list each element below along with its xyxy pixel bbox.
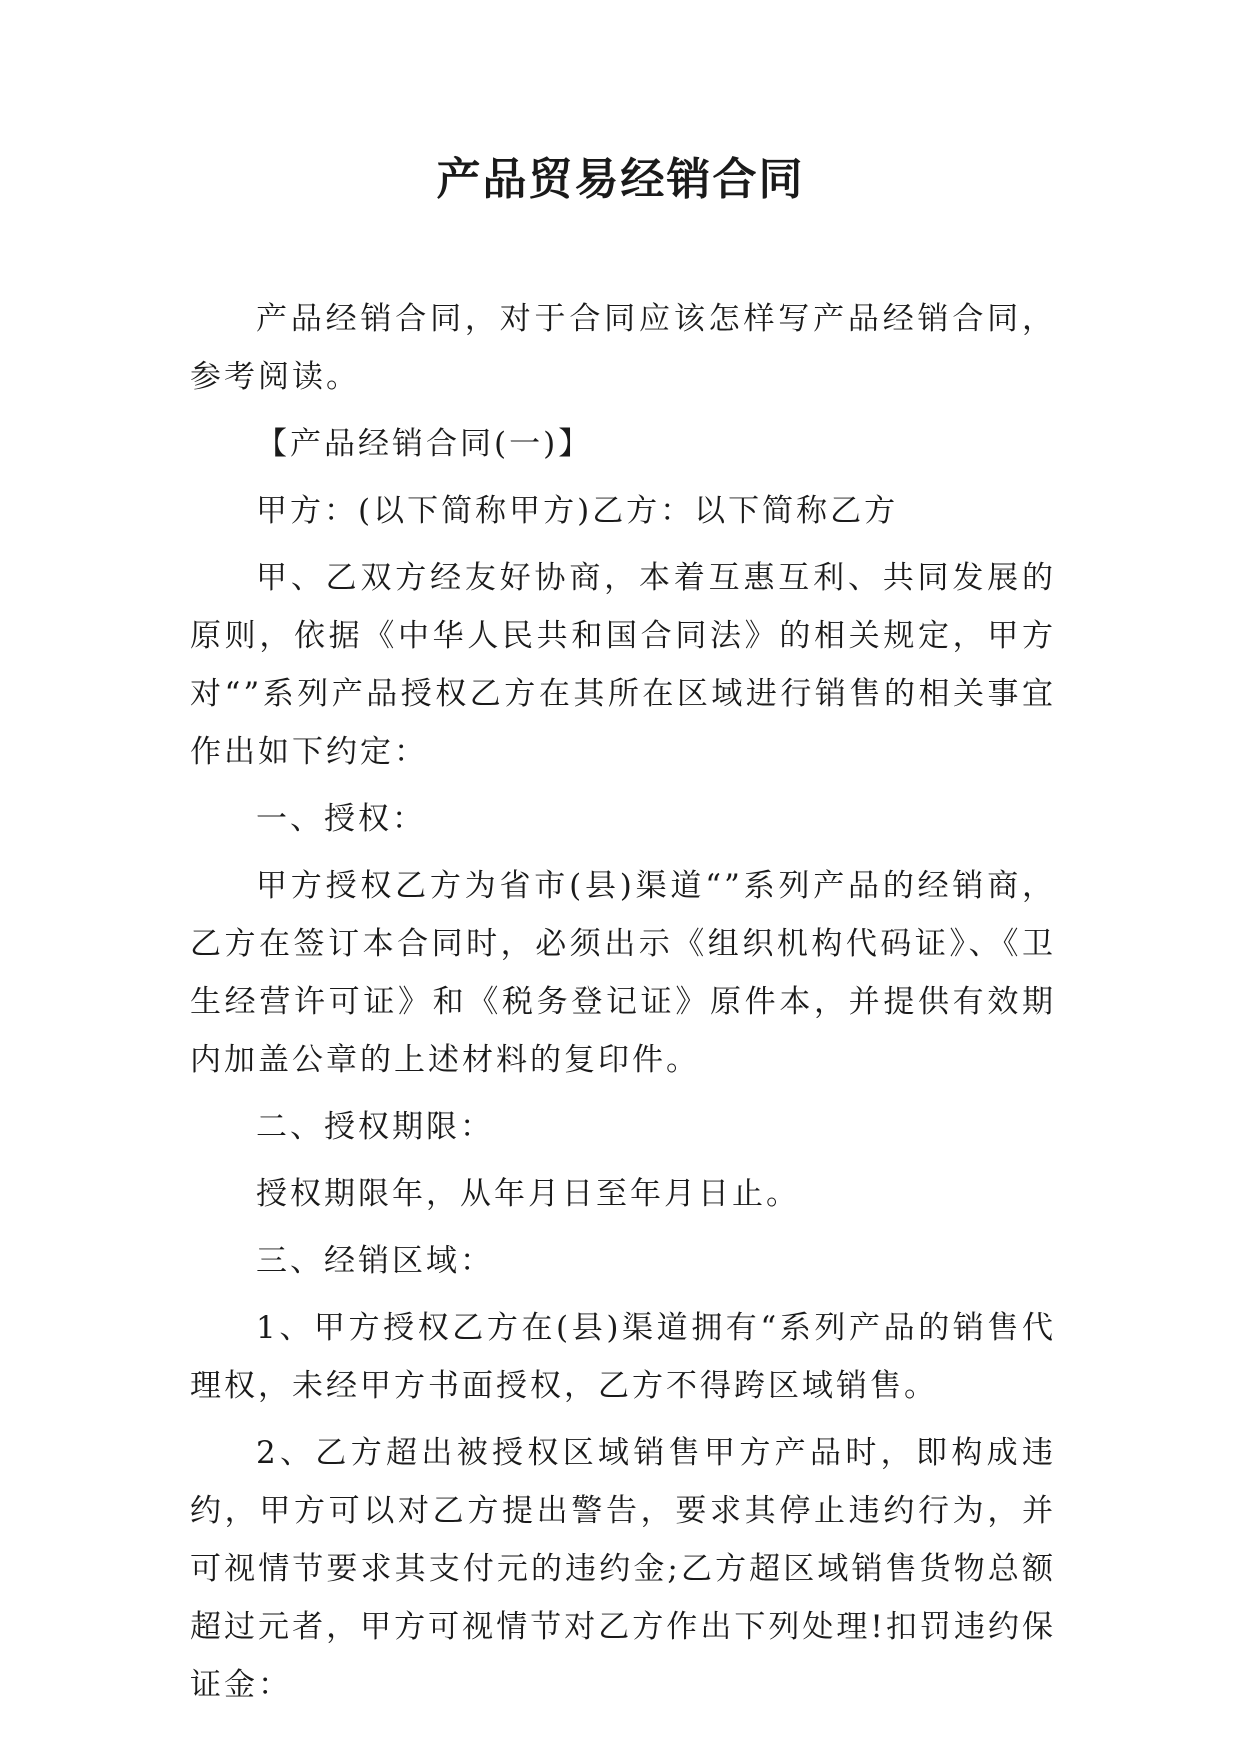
document-title: 产品贸易经销合同	[436, 154, 805, 205]
section-heading-authorization: 一、授权：	[256, 801, 426, 837]
document-body	[190, 290, 1056, 1723]
paragraph-preamble: 甲、乙双方经友好协商，本着互惠互利、共同发展的原则，依据《中华人民共和国合同法》的相关规定，甲方对“”系列产品授权乙方在其所在区域进行销售的相关事宜作出如下约定：	[190, 560, 1056, 770]
paragraph-authorization: 甲方授权乙方为省市(县)渠道“”系列产品的经销商，乙方在签订本合同时，必须出示《组织机构代码证》、《卫生经营许可证》和《税务登记证》原件本，并提供有效期内加盖公章的上述材料的复印件。	[190, 868, 1056, 1078]
paragraph-region-1: 1、甲方授权乙方在(县)渠道拥有“系列产品的销售代理权，未经甲方书面授权，乙方不得跨区域销售。	[190, 1310, 1056, 1404]
paragraph-intro: 产品经销合同，对于合同应该怎样写产品经销合同，参考阅读。	[190, 301, 1056, 395]
paragraph-region-2: 2、乙方超出被授权区域销售甲方产品时，即构成违约，甲方可以对乙方提出警告，要求其停止违约行为，并可视情节要求其支付元的违约金;乙方超区域销售货物总额超过元者，甲方可视情节对乙方作出下列处理!扣罚违约保证金：	[190, 1435, 1056, 1703]
section-heading-term: 二、授权期限：	[256, 1109, 494, 1145]
paragraph-parties: 甲方：(以下简称甲方)乙方：以下简称乙方	[256, 493, 899, 529]
paragraph-term: 授权期限年，从年月日至年月日止。	[256, 1176, 800, 1212]
section-heading-region: 三、经销区域：	[256, 1243, 494, 1279]
paragraph-contract-heading: 【产品经销合同(一)】	[256, 426, 593, 462]
